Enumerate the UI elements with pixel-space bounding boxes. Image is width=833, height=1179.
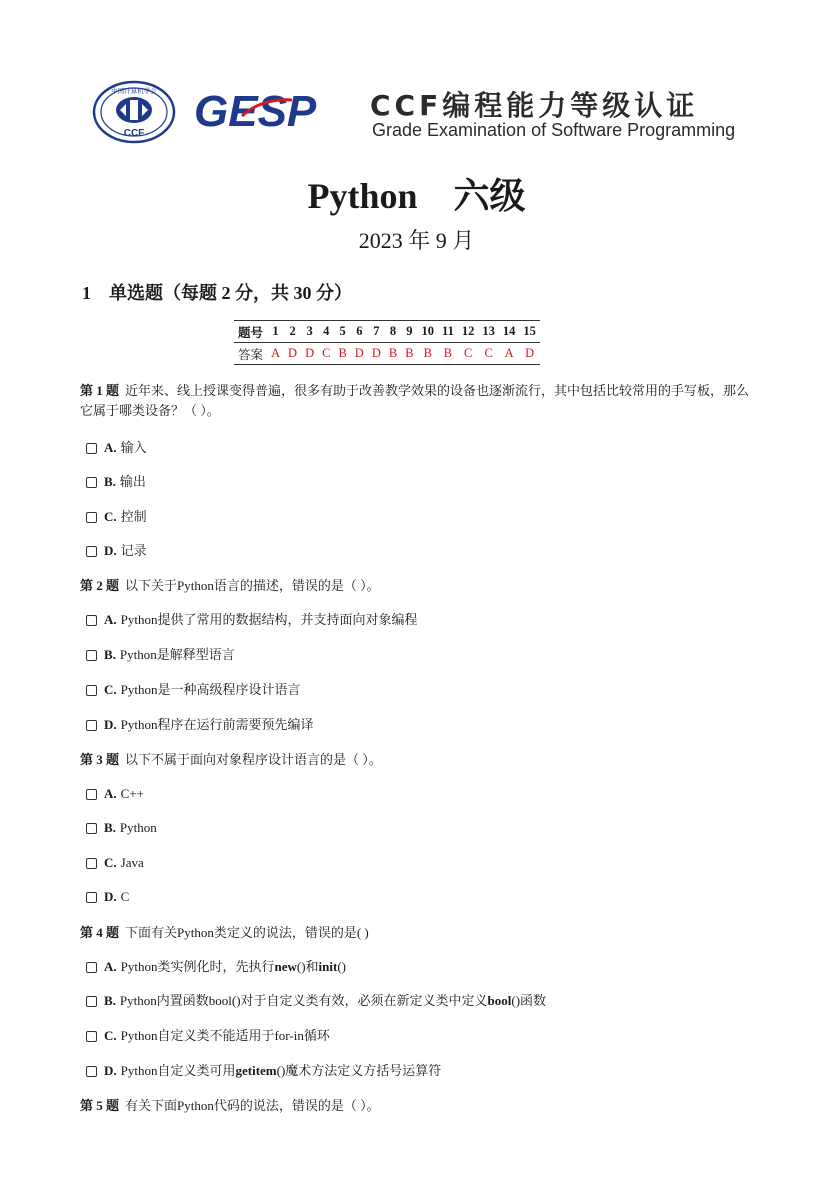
option-letter: B. xyxy=(104,993,116,1008)
option-3a[interactable] xyxy=(86,785,144,803)
answer-cell: A xyxy=(499,343,520,365)
option-text-bold: init xyxy=(318,959,338,974)
answer-cell: B xyxy=(385,343,401,365)
option-text: Python是解释型语言 xyxy=(119,647,235,662)
option-letter: D. xyxy=(104,717,117,732)
option-letter: A. xyxy=(104,612,117,627)
question-3 xyxy=(80,750,752,770)
seal-text: 中国计算机学会 xyxy=(111,87,157,95)
option-text: Python类实例化时，先执行 xyxy=(120,959,275,974)
section-heading: 1 单选题（每题 2 分，共 30 分） xyxy=(82,283,352,303)
checkbox-icon[interactable] xyxy=(86,546,97,557)
answer-cell: D xyxy=(351,343,368,365)
answer-cell: B xyxy=(438,343,458,365)
question-number: 第 5 题 xyxy=(80,1098,120,1113)
option-text: 输出 xyxy=(119,474,146,489)
option-text: 输入 xyxy=(120,440,147,455)
answer-cell: B xyxy=(401,343,417,365)
option-text-bold: new xyxy=(274,959,297,974)
question-text: 近年来、线上授课变得普遍，很多有助于改善教学效果的设备也逐渐流行，其中包括比较常用的手写板，那么它属于哪类设备？（ ）。 xyxy=(80,383,750,418)
option-4c[interactable] xyxy=(86,1027,330,1045)
option-text: C xyxy=(120,889,130,904)
option-text: () xyxy=(337,959,347,974)
checkbox-icon[interactable] xyxy=(86,650,97,661)
option-letter: D. xyxy=(104,889,117,904)
option-text: Python是一种高级程序设计语言 xyxy=(120,682,301,697)
option-text: Python xyxy=(119,820,157,835)
option-1c[interactable] xyxy=(86,508,147,526)
exam-header xyxy=(92,80,752,144)
option-text: 记录 xyxy=(120,543,147,558)
row-label-question: 题号 xyxy=(234,321,267,343)
option-letter: D. xyxy=(104,543,117,558)
option-letter: A. xyxy=(104,786,117,801)
option-3c[interactable] xyxy=(86,854,144,872)
option-text: Java xyxy=(120,855,144,870)
option-text: ()魔术方法定义方括号运算符 xyxy=(276,1063,442,1078)
answer-cell: D xyxy=(301,343,318,365)
question-5 xyxy=(80,1096,752,1116)
question-number-cell: 9 xyxy=(401,321,417,343)
question-number: 第 4 题 xyxy=(80,925,120,940)
document-date: 2023 年 9 月 xyxy=(358,228,475,253)
gesp-logo xyxy=(192,86,344,136)
checkbox-icon[interactable] xyxy=(86,685,97,696)
answer-cell: C xyxy=(458,343,479,365)
option-4a[interactable] xyxy=(86,958,346,976)
checkbox-icon[interactable] xyxy=(86,477,97,488)
option-letter: C. xyxy=(104,509,117,524)
answer-cell: D xyxy=(368,343,385,365)
question-number: 第 1 题 xyxy=(80,383,120,398)
question-number-cell: 10 xyxy=(418,321,439,343)
option-text: 控制 xyxy=(120,509,147,524)
option-3b[interactable] xyxy=(86,819,157,837)
document-title: Python 六级 xyxy=(307,176,526,216)
checkbox-icon[interactable] xyxy=(86,512,97,523)
checkbox-icon[interactable] xyxy=(86,996,97,1007)
answer-cell: C xyxy=(318,343,334,365)
checkbox-icon[interactable] xyxy=(86,443,97,454)
header-subtitle: Grade Examination of Software Programming xyxy=(372,120,736,140)
answer-table xyxy=(234,320,540,365)
question-number-cell: 14 xyxy=(499,321,520,343)
ccf-seal-icon xyxy=(92,80,176,144)
question-number-cell: 8 xyxy=(385,321,401,343)
option-letter: C. xyxy=(104,1028,117,1043)
option-letter: B. xyxy=(104,647,116,662)
option-4d[interactable] xyxy=(86,1062,441,1080)
option-3d[interactable] xyxy=(86,888,129,906)
checkbox-icon[interactable] xyxy=(86,1066,97,1077)
row-label-answer: 答案 xyxy=(234,343,267,365)
question-text: 有关下面Python代码的说法，错误的是（ ）。 xyxy=(125,1098,380,1113)
option-4b[interactable] xyxy=(86,992,546,1010)
question-number-cell: 7 xyxy=(368,321,385,343)
option-letter: B. xyxy=(104,820,116,835)
gesp-logo-text: GESP xyxy=(194,87,317,136)
option-2d[interactable] xyxy=(86,716,313,734)
checkbox-icon[interactable] xyxy=(86,789,97,800)
question-number-cell: 2 xyxy=(284,321,301,343)
option-2b[interactable] xyxy=(86,646,235,664)
option-text-bold: bool xyxy=(487,993,512,1008)
answer-cell: C xyxy=(478,343,499,365)
checkbox-icon[interactable] xyxy=(86,1031,97,1042)
question-number-cell: 11 xyxy=(438,321,458,343)
answer-cell: D xyxy=(284,343,301,365)
question-2 xyxy=(80,576,752,596)
checkbox-icon[interactable] xyxy=(86,892,97,903)
option-letter: D. xyxy=(104,1063,117,1078)
question-1 xyxy=(80,381,752,421)
answer-table-header-row xyxy=(234,321,540,343)
question-number-cell: 4 xyxy=(318,321,334,343)
checkbox-icon[interactable] xyxy=(86,962,97,973)
option-1d[interactable] xyxy=(86,542,147,560)
question-number-cell: 3 xyxy=(301,321,318,343)
option-text: C++ xyxy=(120,786,144,801)
question-number-cell: 1 xyxy=(267,321,284,343)
question-number-cell: 15 xyxy=(519,321,540,343)
checkbox-icon[interactable] xyxy=(86,858,97,869)
option-letter: C. xyxy=(104,855,117,870)
question-text: 以下关于Python语言的描述，错误的是（ ）。 xyxy=(125,578,380,593)
question-number-cell: 6 xyxy=(351,321,368,343)
answer-table-answer-row xyxy=(234,343,540,365)
option-text: Python自定义类可用 xyxy=(120,1063,236,1078)
question-number-cell: 5 xyxy=(334,321,350,343)
option-letter: C. xyxy=(104,682,117,697)
question-text: 下面有关Python类定义的说法，错误的是( ) xyxy=(125,925,369,940)
option-letter: B. xyxy=(104,474,116,489)
option-2c[interactable] xyxy=(86,681,300,699)
question-number: 第 2 题 xyxy=(80,578,120,593)
option-text-bold: getitem xyxy=(235,1063,277,1078)
option-text: Python内置函数bool()对于自定义类有效，必须在新定义类中定义 xyxy=(119,993,488,1008)
option-text: Python程序在运行前需要预先编译 xyxy=(120,717,314,732)
question-4 xyxy=(80,923,752,943)
option-letter: A. xyxy=(104,440,117,455)
checkbox-icon[interactable] xyxy=(86,720,97,731)
question-number: 第 3 题 xyxy=(80,752,120,767)
checkbox-icon[interactable] xyxy=(86,615,97,626)
answer-cell: B xyxy=(334,343,350,365)
option-text: Python自定义类不能适用于for-in循环 xyxy=(120,1028,330,1043)
seal-abbr: CCF xyxy=(123,128,145,139)
answer-cell: B xyxy=(418,343,439,365)
option-2a[interactable] xyxy=(86,611,417,629)
option-text: ()和 xyxy=(296,959,319,974)
question-number-cell: 13 xyxy=(478,321,499,343)
answer-cell: A xyxy=(267,343,284,365)
option-1b[interactable] xyxy=(86,473,146,491)
answer-cell: D xyxy=(519,343,540,365)
option-text: Python提供了常用的数据结构，并支持面向对象编程 xyxy=(120,612,418,627)
checkbox-icon[interactable] xyxy=(86,823,97,834)
option-1a[interactable] xyxy=(86,439,147,457)
option-letter: A. xyxy=(104,959,117,974)
question-text: 以下不属于面向对象程序设计语言的是（ ）。 xyxy=(125,752,382,767)
question-number-cell: 12 xyxy=(458,321,479,343)
option-text: ()函数 xyxy=(511,993,547,1008)
header-title: CCF编程能力等级认证 xyxy=(370,89,699,122)
